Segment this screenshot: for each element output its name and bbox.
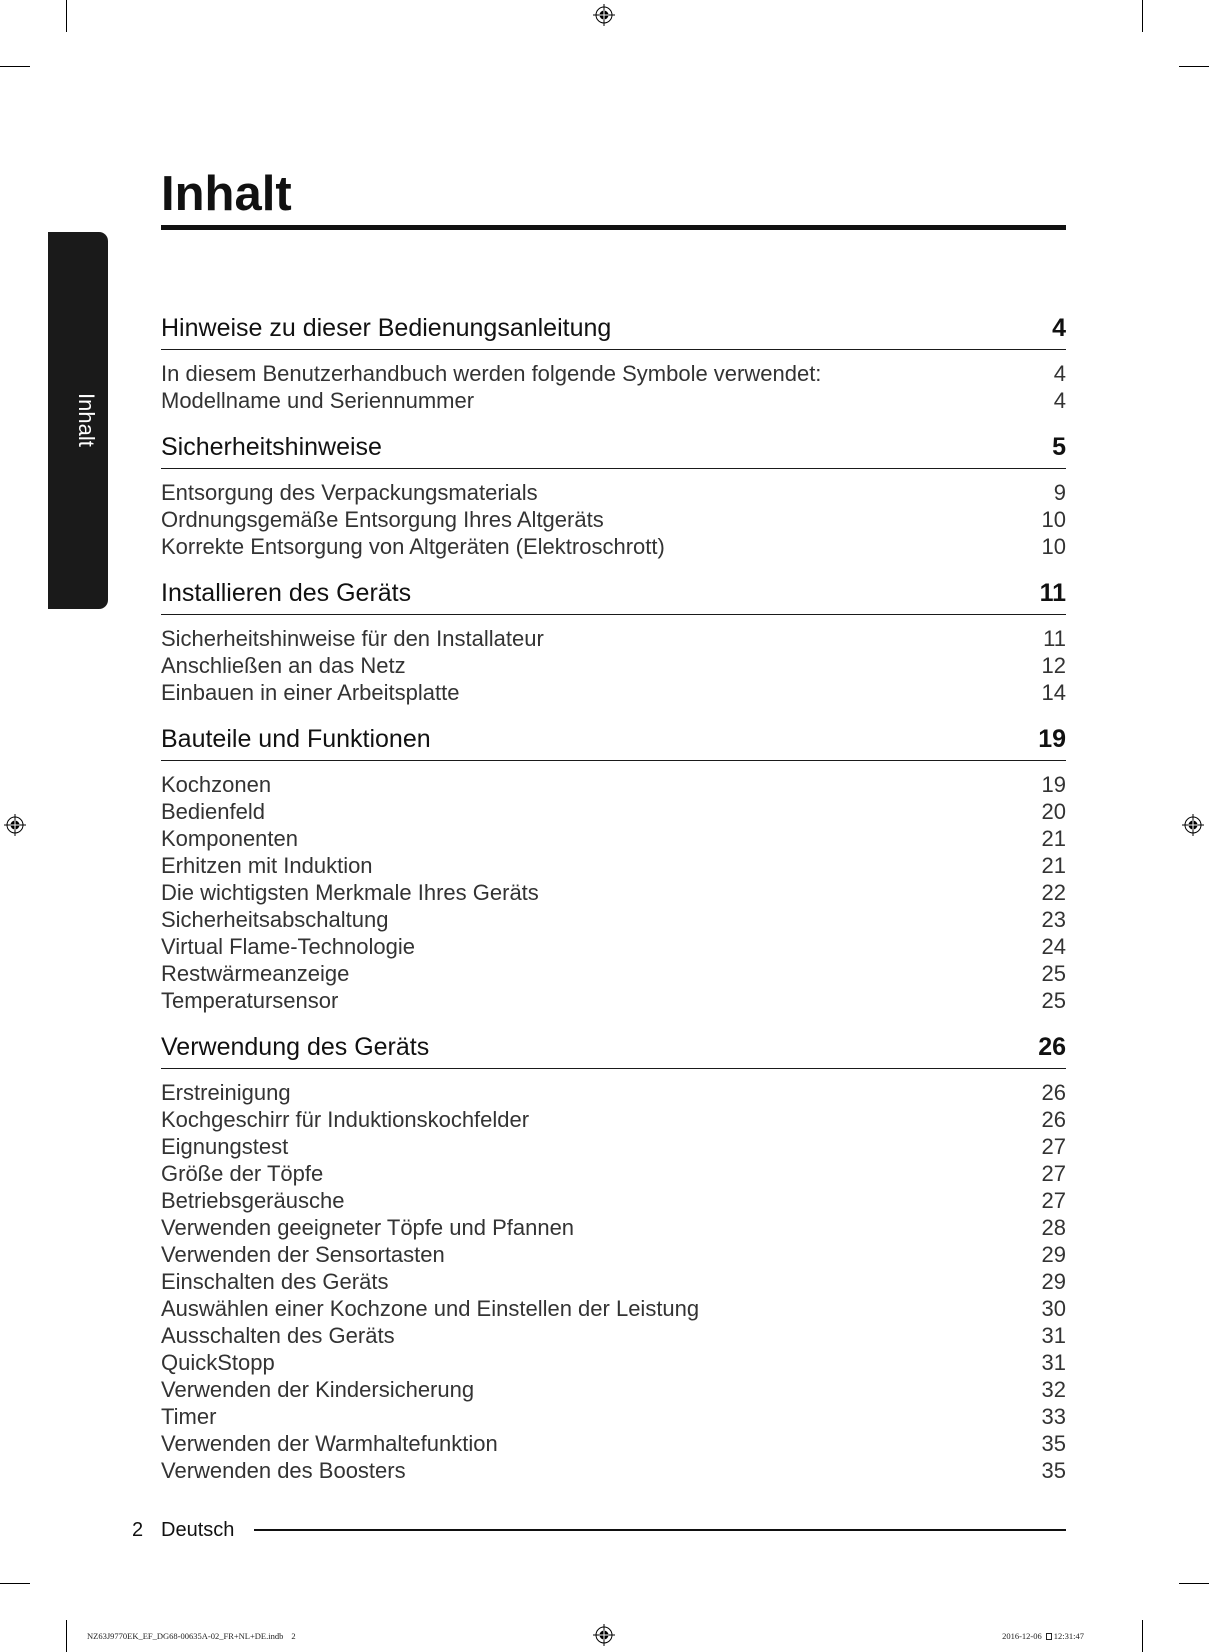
registration-mark-icon: [593, 4, 615, 26]
toc-heading-title: Installieren des Geräts: [161, 579, 412, 607]
toc-entry-page: 27: [1041, 1188, 1066, 1213]
toc-entry-title: Auswählen einer Kochzone und Einstellen der Leistung: [161, 1296, 700, 1321]
print-slug-timestamp: [1002, 1630, 1084, 1642]
toc-entry-title: Verwenden der Warmhaltefunktion: [161, 1431, 498, 1456]
table-of-contents: [161, 313, 1066, 1502]
toc-entry-title: Eignungstest: [161, 1134, 289, 1159]
page-title: Inhalt: [161, 167, 292, 221]
toc-entry: [161, 906, 1066, 933]
toc-entry-title: Verwenden der Sensortasten: [161, 1242, 445, 1267]
toc-entry-title: Verwenden des Boosters: [161, 1458, 406, 1483]
toc-entry-title: Kochgeschirr für Induktionskochfelder: [161, 1107, 530, 1132]
toc-entry: [161, 879, 1066, 906]
side-tab-label: Inhalt: [74, 393, 99, 447]
missing-glyph-icon: [1046, 1633, 1052, 1640]
toc-heading-page: 11: [1039, 579, 1066, 607]
toc-entry: [161, 652, 1066, 679]
toc-entry: [161, 679, 1066, 706]
toc-entry-title: Virtual Flame-Technologie: [161, 934, 415, 959]
toc-heading-page: 26: [1038, 1033, 1066, 1061]
toc-entry-title: Bedienfeld: [161, 799, 265, 824]
toc-entry-list: [161, 761, 1066, 1014]
slug-date: 2016-12-06: [1002, 1631, 1042, 1641]
toc-entry: [161, 625, 1066, 652]
toc-entry: [161, 387, 1066, 414]
toc-entry-title: Modellname und Seriennummer: [161, 388, 475, 413]
footer-language: Deutsch: [161, 1519, 235, 1541]
toc-entry-page: 21: [1041, 853, 1066, 878]
crop-mark-top-right-vertical: [1142, 0, 1143, 32]
toc-entry-list: [161, 615, 1066, 706]
toc-entry: [161, 479, 1066, 506]
toc-entry-title: Einschalten des Geräts: [161, 1269, 389, 1294]
toc-entry: [161, 1160, 1066, 1187]
registration-mark-icon: [593, 1624, 615, 1646]
toc-entry: [161, 852, 1066, 879]
toc-section: [161, 578, 1066, 706]
toc-entry: [161, 771, 1066, 798]
toc-entry-title: Sicherheitshinweise für den Installateur: [161, 626, 544, 651]
toc-entry-page: 14: [1041, 680, 1066, 705]
toc-entry-list: [161, 469, 1066, 560]
toc-entry-title: Kochzonen: [161, 772, 272, 797]
toc-entry-page: 12: [1041, 653, 1066, 678]
toc-entry: [161, 1430, 1066, 1457]
toc-entry-title: Komponenten: [161, 826, 298, 851]
toc-entry: [161, 825, 1066, 852]
toc-entry: [161, 1295, 1066, 1322]
toc-entry-title: Timer: [161, 1404, 217, 1429]
toc-entry: [161, 960, 1066, 987]
toc-entry-title: Erhitzen mit Induktion: [161, 853, 373, 878]
toc-entry: [161, 1241, 1066, 1268]
toc-entry: [161, 360, 1066, 387]
toc-entry-title: Temperatursensor: [161, 988, 339, 1013]
toc-entry-title: Größe der Töpfe: [161, 1161, 324, 1186]
toc-entry-page: 26: [1041, 1080, 1066, 1105]
toc-entry: [161, 798, 1066, 825]
toc-heading: [161, 578, 1066, 615]
toc-heading: [161, 724, 1066, 761]
toc-entry-page: 9: [1053, 480, 1066, 505]
toc-entry: [161, 1187, 1066, 1214]
toc-entry-page: 10: [1041, 507, 1066, 532]
toc-section: [161, 1032, 1066, 1484]
toc-entry: [161, 987, 1066, 1014]
toc-entry-title: Verwenden geeigneter Töpfe und Pfannen: [161, 1215, 575, 1240]
toc-entry-page: 31: [1041, 1350, 1066, 1375]
toc-entry: [161, 1106, 1066, 1133]
toc-entry: [161, 533, 1066, 560]
toc-entry-page: 30: [1041, 1296, 1066, 1321]
toc-entry-title: Ausschalten des Geräts: [161, 1323, 395, 1348]
toc-entry-title: Korrekte Entsorgung von Altgeräten (Elektroschrott): [161, 534, 665, 559]
crop-mark-bottom-right-vertical: [1142, 1620, 1143, 1652]
toc-heading-page: 4: [1052, 314, 1066, 342]
toc-entry: [161, 1403, 1066, 1430]
toc-entry-list: [161, 350, 1066, 414]
toc-section: [161, 432, 1066, 560]
toc-section: [161, 313, 1066, 414]
toc-entry-page: 31: [1041, 1323, 1066, 1348]
toc-entry-page: 29: [1041, 1242, 1066, 1267]
toc-entry-page: 11: [1043, 626, 1066, 651]
toc-entry-page: 35: [1041, 1431, 1066, 1456]
slug-file-page: 2: [291, 1631, 296, 1641]
toc-entry: [161, 1214, 1066, 1241]
toc-entry-page: 24: [1041, 934, 1066, 959]
toc-entry-title: Sicherheitsabschaltung: [161, 907, 389, 932]
toc-entry: [161, 1079, 1066, 1106]
toc-entry-title: Verwenden der Kindersicherung: [161, 1377, 475, 1402]
crop-mark-bottom-left-horizontal: [0, 1583, 30, 1584]
toc-entry-page: 32: [1041, 1377, 1066, 1402]
title-rule: [161, 225, 1066, 230]
toc-entry-page: 29: [1041, 1269, 1066, 1294]
toc-heading-title: Sicherheitshinweise: [161, 433, 382, 461]
toc-entry: [161, 506, 1066, 533]
registration-mark-icon: [4, 814, 26, 836]
toc-entry-list: [161, 1069, 1066, 1484]
toc-heading: [161, 1032, 1066, 1069]
toc-entry-title: In diesem Benutzerhandbuch werden folgende Symbole verwendet:: [161, 361, 822, 386]
toc-entry-page: 26: [1041, 1107, 1066, 1132]
toc-entry-title: Die wichtigsten Merkmale Ihres Geräts: [161, 880, 539, 905]
toc-entry-page: 22: [1041, 880, 1066, 905]
toc-heading-title: Bauteile und Funktionen: [161, 725, 431, 753]
footer-page-number: 2: [132, 1519, 144, 1541]
crop-mark-top-left-horizontal: [0, 66, 30, 67]
toc-entry-page: 35: [1041, 1458, 1066, 1483]
toc-heading: [161, 432, 1066, 469]
toc-entry: [161, 1457, 1066, 1484]
toc-heading-page: 5: [1052, 433, 1066, 461]
print-slug-file: [87, 1630, 296, 1642]
toc-entry-page: 4: [1053, 388, 1066, 413]
crop-mark-top-left-vertical: [66, 0, 67, 32]
toc-heading-title: Hinweise zu dieser Bedienungsanleitung: [161, 314, 612, 342]
toc-entry-title: QuickStopp: [161, 1350, 275, 1375]
toc-entry: [161, 933, 1066, 960]
toc-entry-title: Restwärmeanzeige: [161, 961, 350, 986]
toc-heading-title: Verwendung des Geräts: [161, 1033, 430, 1061]
toc-entry-page: 23: [1041, 907, 1066, 932]
toc-entry-title: Einbauen in einer Arbeitsplatte: [161, 680, 460, 705]
toc-entry-page: 10: [1041, 534, 1066, 559]
toc-entry: [161, 1268, 1066, 1295]
toc-entry-page: 20: [1041, 799, 1066, 824]
toc-entry-page: 4: [1053, 361, 1066, 386]
toc-entry-page: 25: [1041, 961, 1066, 986]
footer-rule: [254, 1529, 1066, 1531]
toc-entry-page: 27: [1041, 1134, 1066, 1159]
slug-file-name: NZ63J9770EK_EF_DG68-00635A-02_FR+NL+DE.indb: [87, 1631, 284, 1641]
toc-entry: [161, 1322, 1066, 1349]
toc-entry-page: 19: [1041, 772, 1066, 797]
toc-entry-page: 33: [1041, 1404, 1066, 1429]
toc-heading-page: 19: [1038, 725, 1066, 753]
toc-entry: [161, 1349, 1066, 1376]
crop-mark-bottom-right-horizontal: [1179, 1583, 1209, 1584]
crop-mark-top-right-horizontal: [1179, 66, 1209, 67]
toc-entry-title: Erstreinigung: [161, 1080, 291, 1105]
toc-entry: [161, 1133, 1066, 1160]
toc-entry-page: 21: [1041, 826, 1066, 851]
toc-entry-title: Entsorgung des Verpackungsmaterials: [161, 480, 538, 505]
toc-heading: [161, 313, 1066, 350]
crop-mark-bottom-left-vertical: [66, 1620, 67, 1652]
toc-entry-title: Betriebsgeräusche: [161, 1188, 345, 1213]
toc-entry-page: 28: [1041, 1215, 1066, 1240]
toc-entry-page: 25: [1041, 988, 1066, 1013]
slug-time: 12:31:47: [1053, 1631, 1084, 1641]
registration-mark-icon: [1182, 814, 1204, 836]
toc-entry-page: 27: [1041, 1161, 1066, 1186]
toc-entry-title: Anschließen an das Netz: [161, 653, 406, 678]
toc-entry-title: Ordnungsgemäße Entsorgung Ihres Altgeräts: [161, 507, 604, 532]
toc-section: [161, 724, 1066, 1014]
toc-entry: [161, 1376, 1066, 1403]
